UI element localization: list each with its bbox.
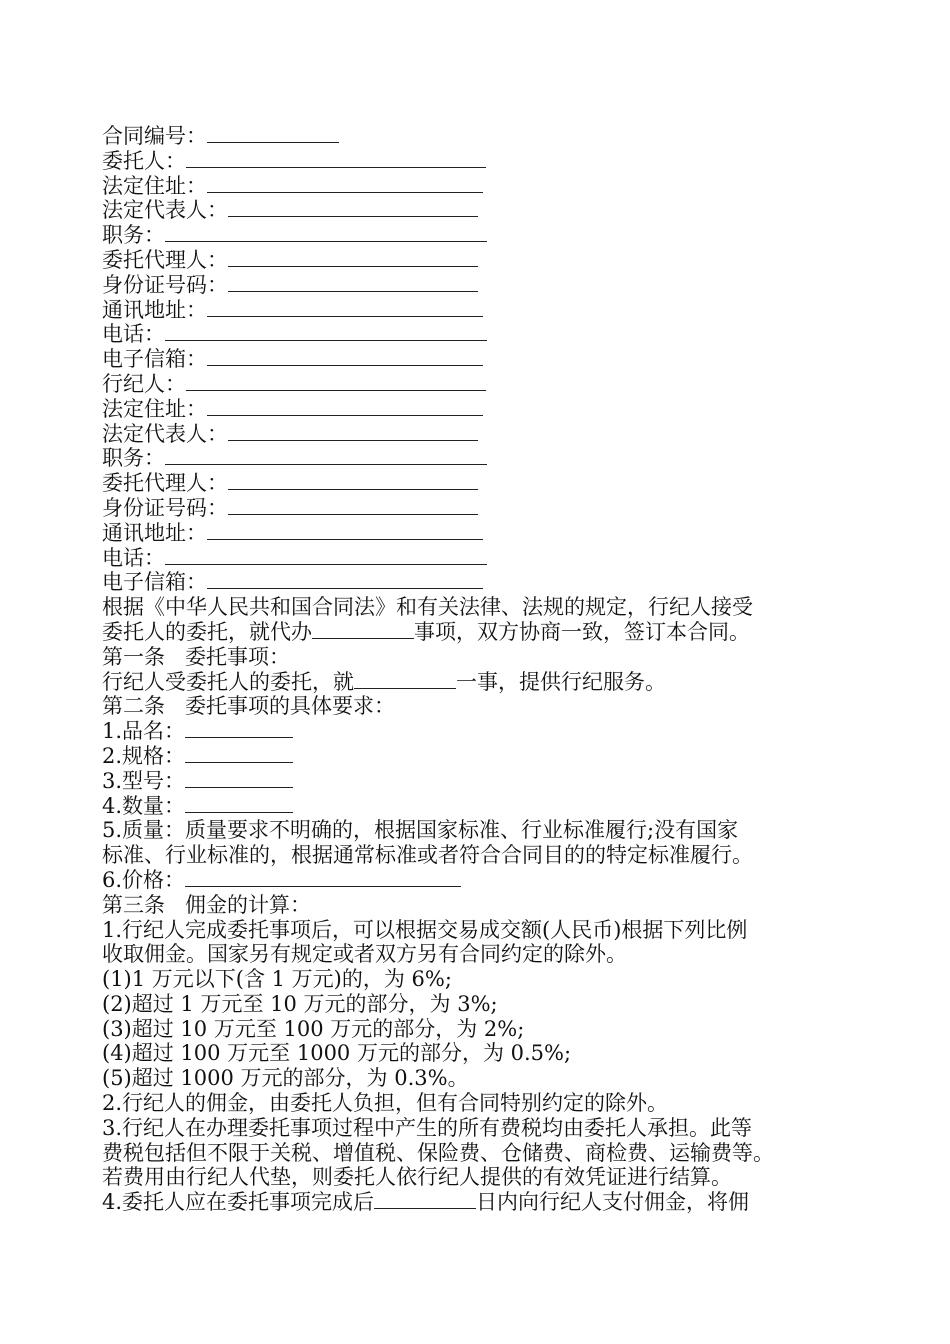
broker-id-blank [228,496,478,515]
article-2-item-5-line-1: 5.质量：质量要求不明确的，根据国家标准、行业标准履行;没有国家 [102,818,739,843]
article-3-p2: 2.行纪人的佣金，由委托人负担，但有合同特别约定的除外。 [102,1091,669,1116]
article-2-item-6 [102,868,862,893]
broker-email-blank [207,570,483,589]
preamble-text-a: 委托人的委托，就代办 [102,619,312,644]
article-2-item-4 [102,794,862,819]
broker-mail-address-line [102,521,862,546]
article-2-item-5-line-2: 标准、行业标准的，根据通常标准或者符合合同目的的特定标准履行。 [102,843,753,868]
article-1-text-b: 一事，提供行纪服务。 [456,669,666,694]
broker-position-blank [165,446,487,465]
article-3-p4-text-a: 4.委托人应在委托事项完成后 [102,1190,375,1215]
broker-mail-address-blank [207,521,483,540]
client-email-blank [207,347,483,366]
commission-rate-3: (3)超过 10 万元至 100 万元的部分，为 2%; [102,1016,525,1041]
article-2-number: 第二条 [102,694,165,719]
article-3-p1-line-2: 收取佣金。国家另有规定或者双方另有合同约定的除外。 [102,942,627,967]
broker-position-line [102,446,862,471]
article-1-text [102,670,862,695]
client-id-label: 身份证号码： [102,272,228,297]
client-name-line [102,149,862,174]
preamble-text-b: 事项，双方协商一致，签订本合同。 [414,619,750,644]
client-address-blank [207,174,483,193]
broker-agent-label: 委托代理人： [102,471,228,496]
article-3-p3-line-3: 若费用由行纪人代垫，则委托人依行纪人提供的有效凭证进行结算。 [102,1165,732,1190]
broker-legal-rep-blank [228,422,478,441]
commission-rate-5: (5)超过 1000 万元的部分，为 0.3%。 [102,1066,469,1091]
article-3-title [102,893,862,918]
client-agent-line [102,248,862,273]
preamble-blank [312,620,414,639]
article-1-blank [354,670,456,689]
article-2-item-3 [102,769,862,794]
article-1-heading: 委托事项： [185,644,290,669]
client-agent-blank [228,248,478,267]
client-phone-label: 电话： [102,322,165,347]
client-id-line [102,273,862,298]
broker-id-line [102,496,862,521]
broker-agent-blank [228,471,478,490]
article-1-number: 第一条 [102,644,165,669]
article-2-heading: 委托事项的具体要求： [185,694,395,719]
article-2-item-1 [102,719,862,744]
broker-address-label: 法定住址： [102,396,207,421]
client-address-line [102,174,862,199]
model-blank [185,769,293,788]
contract-number-line [102,124,862,149]
broker-name-line [102,372,862,397]
specification-label: 2.规格： [102,743,186,768]
client-email-label: 电子信箱： [102,347,207,372]
client-email-line [102,347,862,372]
client-address-label: 法定住址： [102,173,207,198]
client-name-label: 委托人： [102,148,186,173]
commission-rate-1: (1)1 万元以下(含 1 万元)的，为 6%; [102,967,452,992]
client-name-blank [186,149,486,168]
broker-address-blank [207,397,483,416]
broker-name-blank [186,372,486,391]
client-legal-rep-blank [228,198,478,217]
broker-email-label: 电子信箱： [102,570,207,595]
broker-legal-rep-line [102,422,862,447]
price-blank [185,868,461,887]
broker-address-line [102,397,862,422]
client-id-blank [228,273,478,292]
preamble-line-1: 根据《中华人民共和国合同法》和有关法律、法规的规定，行纪人接受 [102,595,753,620]
article-3-p3-line-2: 费税包括但不限于关税、增值税、保险费、仓储费、商检费、运输费等。 [102,1140,774,1165]
article-3-number: 第三条 [102,892,165,917]
contract-number-label: 合同编号： [102,124,207,148]
client-agent-label: 委托代理人： [102,247,228,272]
client-mail-address-blank [207,298,483,317]
commission-rate-4: (4)超过 100 万元至 1000 万元的部分，为 0.5%; [102,1041,572,1066]
client-mail-address-label: 通讯地址： [102,297,207,322]
client-position-label: 职务： [102,223,165,248]
article-3-p3-line-1: 3.行纪人在办理委托事项过程中产生的所有费税均由委托人承担。此等 [102,1115,753,1140]
quantity-label: 4.数量： [102,793,186,818]
broker-legal-rep-label: 法定代表人： [102,421,228,446]
article-1-text-a: 行纪人受委托人的委托，就 [102,669,354,694]
preamble-line-2 [102,620,862,645]
client-legal-rep-label: 法定代表人： [102,198,228,223]
client-legal-rep-line [102,198,862,223]
client-position-blank [165,223,487,242]
specification-blank [185,744,293,763]
article-3-heading: 佣金的计算： [185,892,311,917]
commission-rate-2: (2)超过 1 万元至 10 万元的部分，为 3%; [102,991,498,1016]
model-label: 3.型号： [102,768,186,793]
broker-mail-address-label: 通讯地址： [102,520,207,545]
contract-document [102,124,862,1215]
article-2-title [102,694,862,719]
article-3-p4-blank [374,1190,476,1209]
article-1-title [102,645,862,670]
quantity-blank [185,794,293,813]
article-3-p4-text-b: 日内向行纪人支付佣金，将佣 [476,1190,750,1215]
client-mail-address-line [102,298,862,323]
contract-number-blank [207,124,339,143]
product-name-label: 1.品名： [102,719,186,744]
broker-phone-label: 电话： [102,545,165,570]
client-position-line [102,223,862,248]
broker-id-label: 身份证号码： [102,495,228,520]
broker-name-label: 行纪人： [102,371,186,396]
article-2-item-2 [102,744,862,769]
broker-position-label: 职务： [102,446,165,471]
price-label: 6.价格： [102,867,186,892]
broker-email-line [102,570,862,595]
product-name-blank [185,719,293,738]
broker-phone-line [102,546,862,571]
broker-agent-line [102,471,862,496]
article-3-p1-line-1: 1.行纪人完成委托事项后，可以根据交易成交额(人民币)根据下列比例 [102,917,748,942]
client-phone-blank [165,322,487,341]
client-phone-line [102,322,862,347]
broker-phone-blank [165,546,487,565]
article-3-p4 [102,1190,862,1215]
